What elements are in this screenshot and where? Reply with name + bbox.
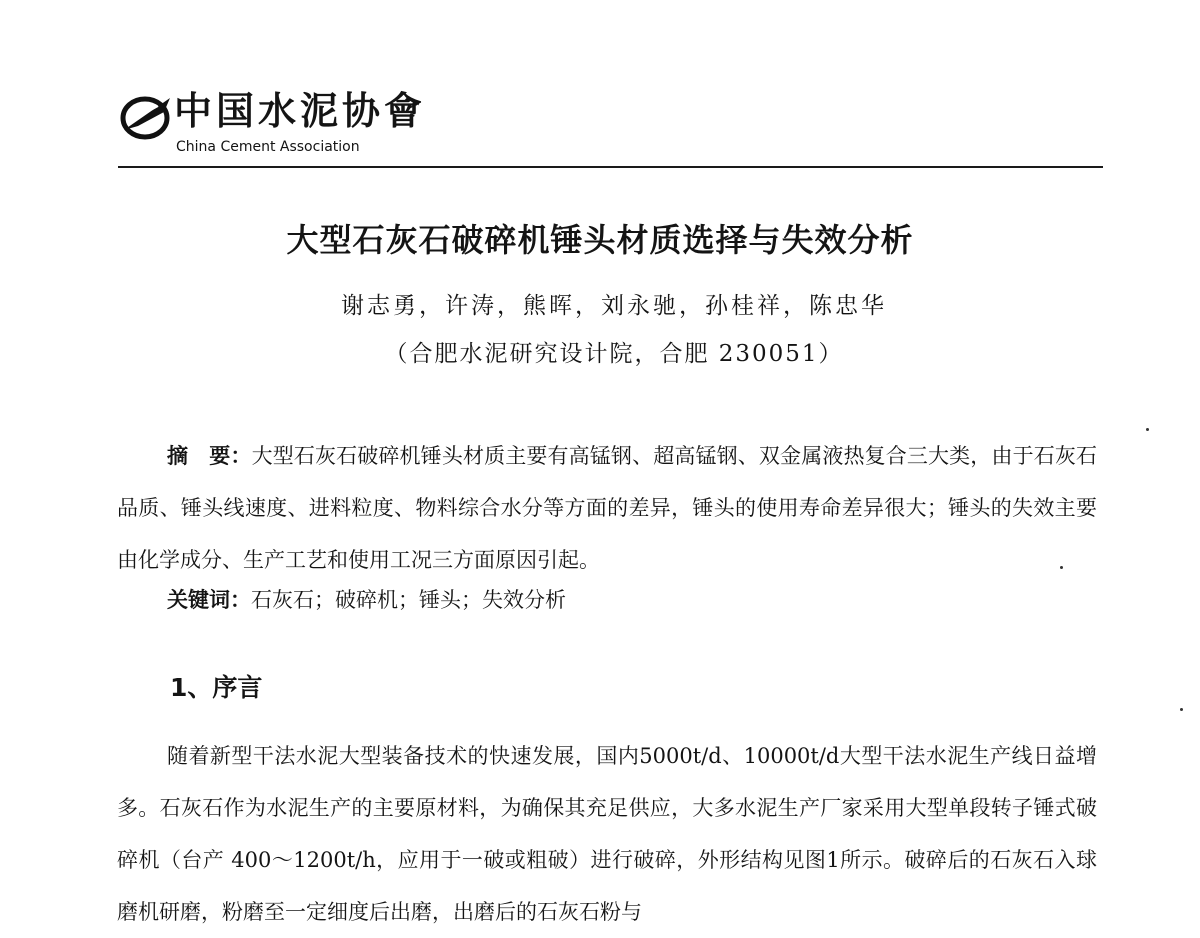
abstract-paragraph — [117, 430, 1097, 586]
cement-association-logo-icon — [118, 90, 176, 142]
header-divider — [118, 166, 1103, 168]
keywords-line — [117, 574, 1097, 626]
journal-header — [118, 86, 1103, 170]
abstract-label: 摘 要： — [167, 444, 252, 468]
keywords-label: 关键词： — [167, 588, 251, 612]
abstract-text: 大型石灰石破碎机锤头材质主要有高锰钢、超高锰钢、双金属液热复合三大类，由于石灰石品质、锤头线速度、进料粒度、物料综合水分等方面的差异，锤头的使用寿命差异很大；锤头的失效主要由化学成分、生产工艺和使用工况三方面原因引起。 — [117, 444, 1098, 572]
section-heading: 1、序言 — [170, 673, 263, 702]
scan-speck — [1060, 566, 1063, 569]
logo-chinese-text: 中国水泥协會 — [174, 88, 427, 133]
author-list: 谢志勇，许涛，熊晖，刘永驰，孙桂祥，陈忠华 — [341, 293, 887, 319]
paper-title: 大型石灰石破碎机锤头材质选择与失效分析 — [286, 221, 914, 259]
logo-english-text: China Cement Association — [176, 139, 360, 155]
scan-speck — [1146, 428, 1149, 431]
keywords-text: 石灰石；破碎机；锤头；失效分析 — [251, 588, 566, 612]
intro-paragraph: 随着新型干法水泥大型装备技术的快速发展，国内5000t/d、10000t/d大型干法水泥生产线日益增多。石灰石作为水泥生产的主要原材料，为确保其充足供应，大多水泥生产厂家采用大型单段转子锤式破碎机（台产 400～1200t/h，应用于一破或粗破）进行破碎，外形结构见图1所示。破碎后的石灰石入球磨机研磨，粉磨至一定细度后出磨，出磨后的石灰石粉与 — [117, 744, 1097, 924]
affiliation: （合肥水泥研究设计院，合肥 230051） — [384, 341, 844, 367]
scan-speck — [1180, 708, 1183, 711]
